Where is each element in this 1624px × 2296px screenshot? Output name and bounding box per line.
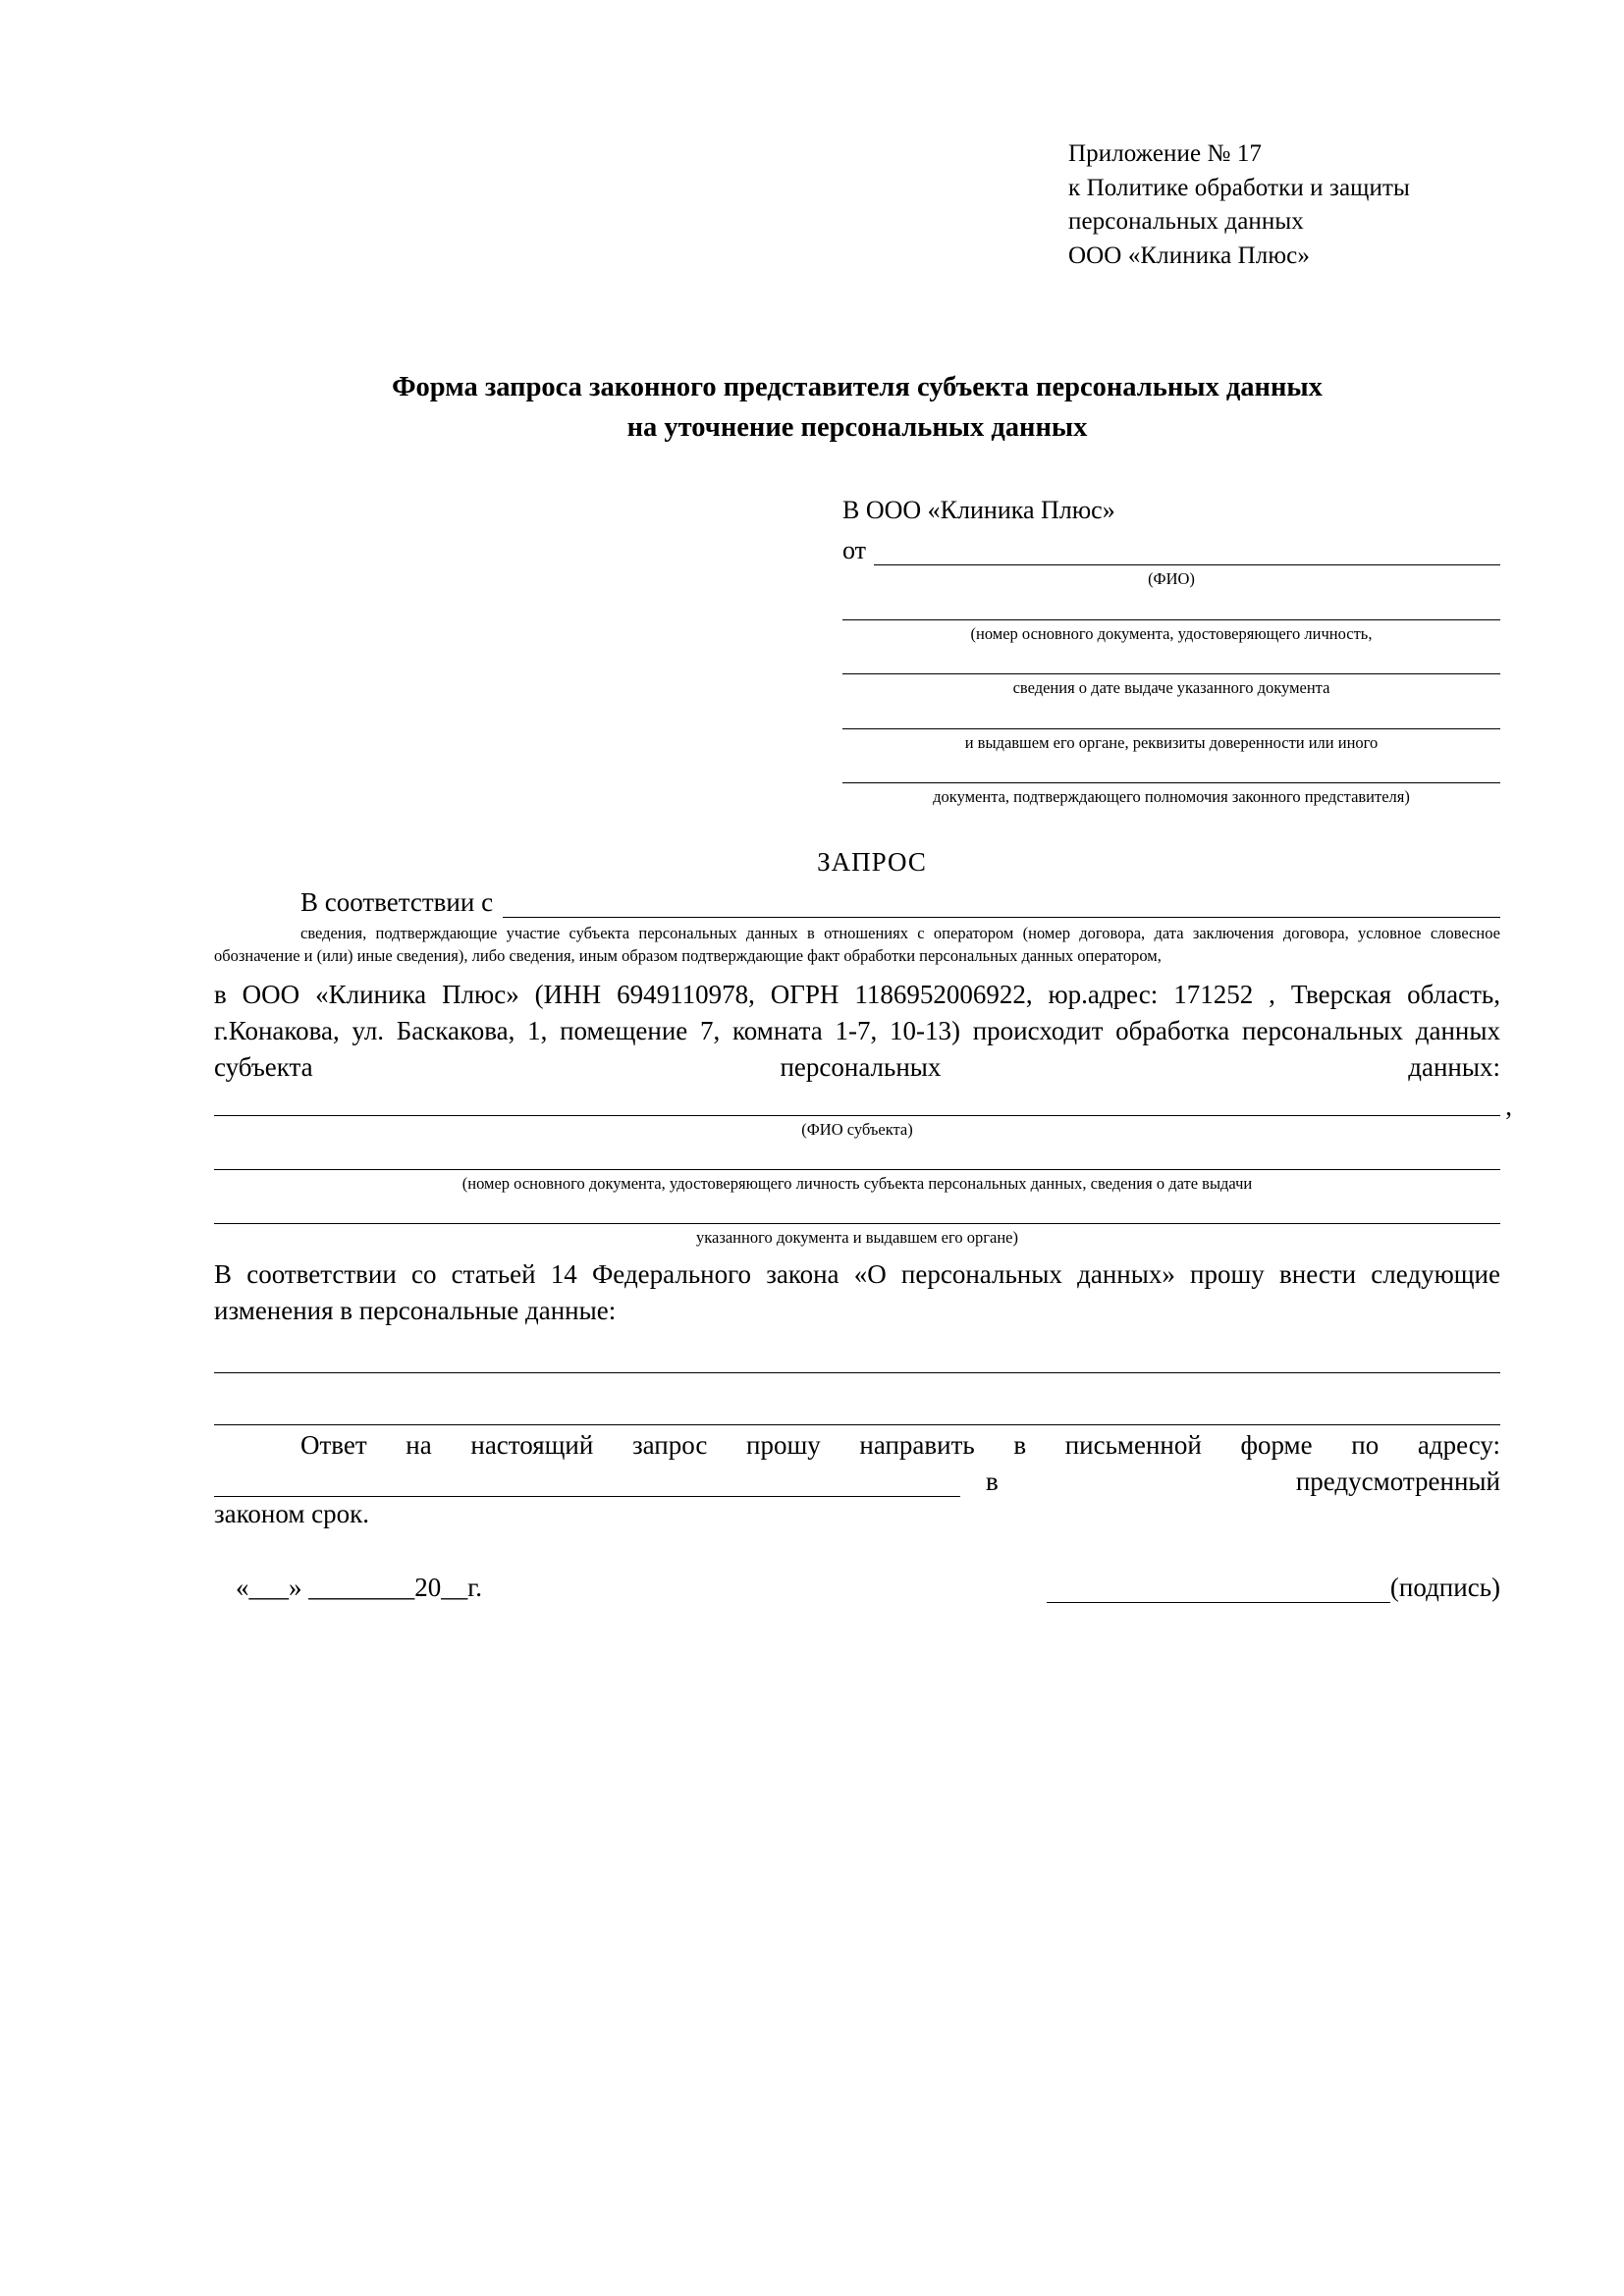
answer-address-input[interactable] (214, 1474, 960, 1497)
doc-powers-input[interactable] (842, 753, 1500, 783)
appendix-policy-line-2: персональных данных (1068, 208, 1304, 235)
addressee-to: В ООО «Клиника Плюс» (842, 495, 1115, 524)
caption-subject-doc: (номер основного документа, удостоверяющего личность субъекта персональных данных, сведения о дате выдачи (461, 1174, 1253, 1194)
caption-doc-powers: документа, подтверждающего полномочия законного представителя) (933, 787, 1410, 807)
caption-fio: (ФИО) (1148, 569, 1195, 589)
from-row (842, 536, 1500, 565)
subject-fio-input[interactable] (214, 1086, 1500, 1116)
subject-doc-input-2[interactable] (214, 1194, 1500, 1224)
page-title-line-2: на уточнение персональных данных (626, 412, 1088, 444)
signature-row (214, 1573, 1500, 1603)
compliance-label: В соответствии с (300, 886, 494, 917)
request-heading: ЗАПРОС (817, 846, 927, 877)
changes-input-1[interactable] (214, 1343, 1500, 1373)
page-title-line-1: Форма запроса законного представителя субъекта персональных данных (392, 372, 1323, 402)
answer-closing: законом срок. (214, 1498, 370, 1528)
operator-paragraph: в ООО «Клиника Плюс» (ИНН 6949110978, ОГРН 1186952006922, юр.адрес: 171252 , Тверская область, г.Конакова, ул. Баскакова, 1, помещение 7, комната 1-7, 10-13) происходит обработка персональных данных субъекта персональных данных: (214, 980, 1500, 1082)
caption-subject-fio: (ФИО субъекта) (801, 1119, 913, 1139)
compliance-note (214, 922, 1500, 968)
appendix-number: Приложение № 17 (1068, 140, 1263, 167)
answer-paragraph-text: Ответ на настоящий запрос прошу направить в письменной форме по адресу: (300, 1430, 1500, 1461)
caption-doc-organ: и выдавшем его органе, реквизиты доверенности или иного (964, 732, 1379, 752)
compliance-row (214, 887, 1500, 918)
signature-cell (1047, 1573, 1500, 1603)
caption-subject-doc-2: указанного документа и выдавшем его органе) (696, 1228, 1018, 1248)
compliance-note-text: сведения, подтверждающие участие субъекта персональных данных в отношениях с оператором (номер договора, дата заключения договора, условное словесное обозначение и (или) иные сведения), либо сведения, иным образом подтверждающие факт обработки персональных данных оператором, (214, 923, 1500, 966)
date-field[interactable]: «___» ________20__г. (236, 1572, 483, 1602)
signature-input[interactable] (1047, 1582, 1390, 1603)
appendix-header (1068, 137, 1500, 273)
law-paragraph: В соответствии со статьей 14 Федерального закона «О персональных данных» прошу внести следующие изменения в персональные данные: (214, 1258, 1500, 1326)
from-label: от (842, 536, 867, 565)
page-title (214, 367, 1500, 449)
answer-address-row (214, 1467, 1500, 1497)
answer-tail-1: в (986, 1466, 999, 1496)
caption-doc-number: (номер основного документа, удостоверяющего личность, (970, 623, 1373, 643)
doc-date-input[interactable] (842, 644, 1500, 674)
signature-caption: (подпись) (1389, 1572, 1500, 1602)
document-content (214, 137, 1500, 1603)
answer-tail-2: предусмотренный (1295, 1466, 1500, 1496)
changes-input-2[interactable] (214, 1395, 1500, 1425)
subject-doc-input[interactable] (214, 1140, 1500, 1170)
appendix-company: ООО «Клиника Плюс» (1068, 241, 1310, 269)
doc-number-input[interactable] (842, 590, 1500, 620)
compliance-input[interactable] (503, 895, 1500, 918)
caption-doc-date: сведения о дате выдаче указанного документа (1012, 678, 1330, 698)
answer-paragraph (214, 1427, 1500, 1464)
appendix-policy-line-1: к Политике обработки и защиты (1068, 174, 1410, 201)
from-fio-input[interactable] (874, 543, 1500, 565)
doc-organ-input[interactable] (842, 699, 1500, 729)
